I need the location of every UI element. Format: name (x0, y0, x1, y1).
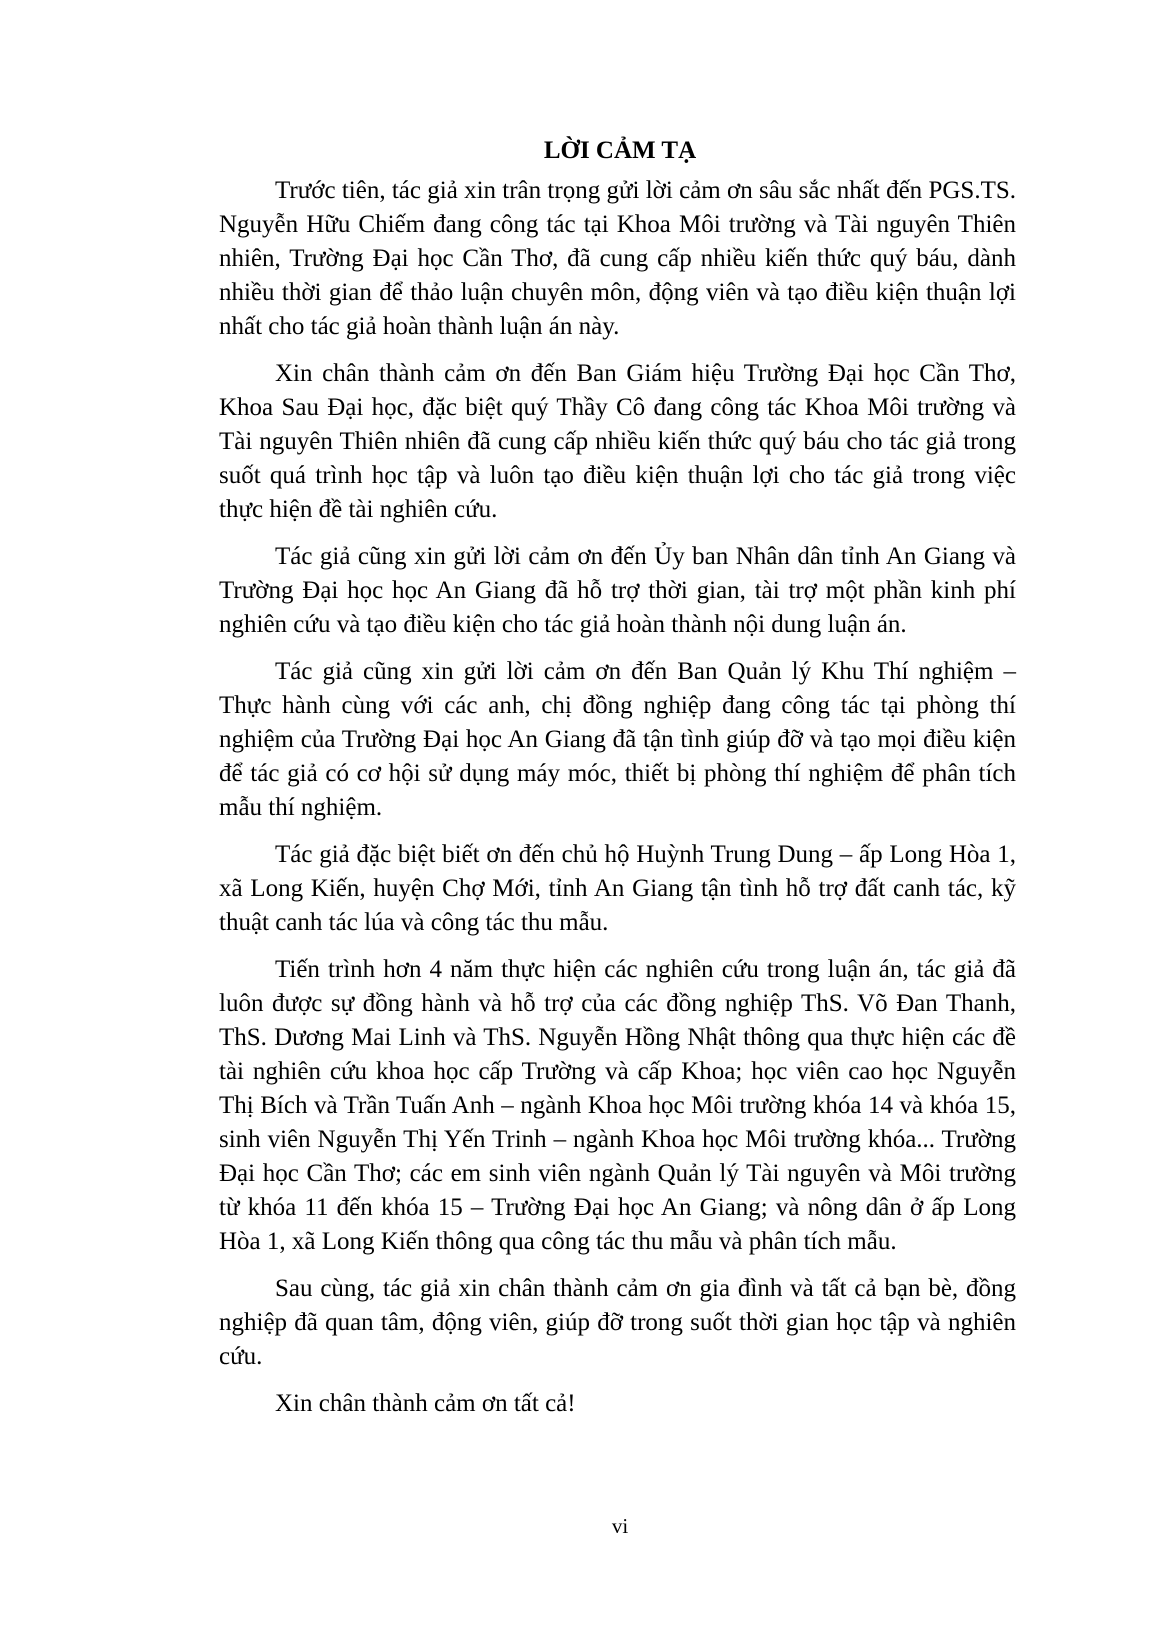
paragraph-5: Tác giả đặc biệt biết ơn đến chủ hộ Huỳnh Trung Dung – ấp Long Hòa 1, xã Long Kiến, huyện Chợ Mới, tỉnh An Giang tận tình hỗ trợ đất canh tác, kỹ thuật canh tác lúa và công tác thu mẫu. (219, 841, 1016, 936)
page-number: vi (611, 1514, 629, 1538)
page-title: LỜI CẢM TẠ (543, 137, 697, 164)
paragraph-4: Tác giả cũng xin gửi lời cảm ơn đến Ban Quản lý Khu Thí nghiệm – Thực hành cùng với các anh, chị đồng nghiệp đang công tác tại phòng thí nghiệm của Trường Đại học An Giang đã tận tình giúp đỡ và tạo mọi điều kiện để tác giả có cơ hội sử dụng máy móc, thiết bị phòng thí nghiệm để phân tích mẫu thí nghiệm. (219, 658, 1016, 821)
paragraph-2: Xin chân thành cảm ơn đến Ban Giám hiệu Trường Đại học Cần Thơ, Khoa Sau Đại học, đặc biệt quý Thầy Cô đang công tác Khoa Môi trường và Tài nguyên Thiên nhiên đã cung cấp nhiều kiến thức quý báu cho tác giả trong suốt quá trình học tập và luôn tạo điều kiện thuận lợi cho tác giả trong việc thực hiện đề tài nghiên cứu. (219, 360, 1016, 523)
paragraph-6: Tiến trình hơn 4 năm thực hiện các nghiên cứu trong luận án, tác giả đã luôn được sự đồng hành và hỗ trợ của các đồng nghiệp ThS. Võ Đan Thanh, ThS. Dương Mai Linh và ThS. Nguyễn Hồng Nhật thông qua thực hiện các đề tài nghiên cứu khoa học cấp Trường và cấp Khoa; học viên cao học Nguyễn Thị Bích và Trần Tuấn Anh – ngành Khoa học Môi trường khóa 14 và khóa 15, sinh viên Nguyễn Thị Yến Trinh – ngành Khoa học Môi trường khóa... Trường Đại học Cần Thơ; các em sinh viên ngành Quản lý Tài nguyên và Môi trường từ khóa 11 đến khóa 15 – Trường Đại học An Giang; và nông dân ở ấp Long Hòa 1, xã Long Kiến thông qua công tác thu mẫu và phân tích mẫu. (219, 956, 1016, 1255)
acknowledgement-body (219, 174, 1016, 1421)
paragraph-1: Trước tiên, tác giả xin trân trọng gửi lời cảm ơn sâu sắc nhất đến PGS.TS. Nguyễn Hữu Chiếm đang công tác tại Khoa Môi trường và Tài nguyên Thiên nhiên, Trường Đại học Cần Thơ, đã cung cấp nhiều kiến thức quý báu, dành nhiều thời gian để thảo luận chuyên môn, động viên và tạo điều kiện thuận lợi nhất cho tác giả hoàn thành luận án này. (219, 177, 1016, 340)
paragraph-3: Tác giả cũng xin gửi lời cảm ơn đến Ủy ban Nhân dân tỉnh An Giang và Trường Đại học học An Giang đã hỗ trợ thời gian, tài trợ một phần kinh phí nghiên cứu và tạo điều kiện cho tác giả hoàn thành nội dung luận án. (219, 543, 1016, 638)
paragraph-8: Xin chân thành cảm ơn tất cả! (275, 1390, 576, 1417)
paragraph-7: Sau cùng, tác giả xin chân thành cảm ơn gia đình và tất cả bạn bè, đồng nghiệp đã quan tâm, động viên, giúp đỡ trong suốt thời gian học tập và nghiên cứu. (219, 1275, 1016, 1370)
